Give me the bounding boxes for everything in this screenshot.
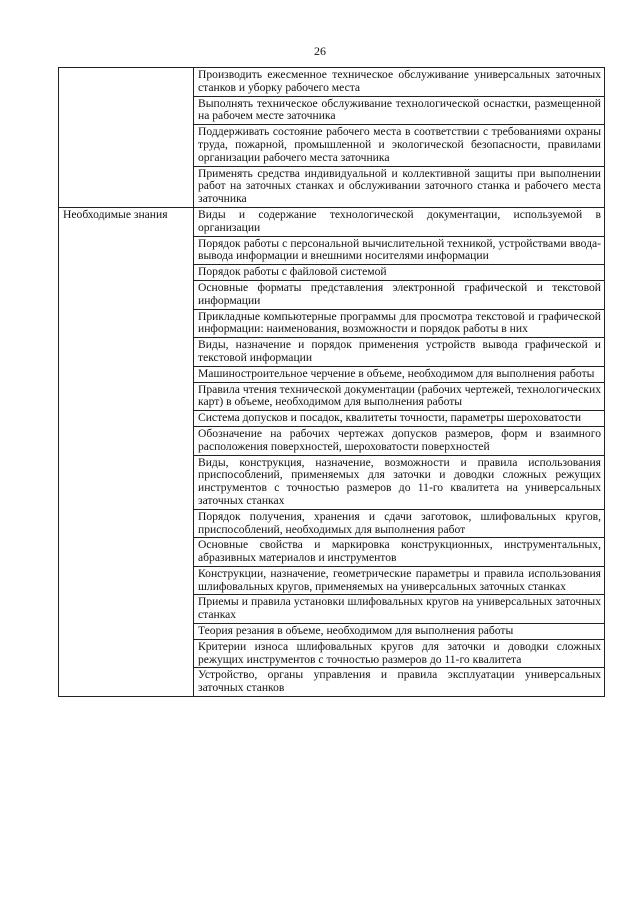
table-body (59, 68, 605, 697)
table-row (59, 68, 605, 97)
table-cell: Правила чтения технической документации (рабочих чертежей, технологических карт) в объеме, необходимом для выполнения работы (194, 382, 605, 411)
table-cell: Применять средства индивидуальной и коллективной защиты при выполнении работ на заточных станках и обслуживании заточного станка и рабочего места заточника (194, 166, 605, 207)
table-cell: Теория резания в объеме, необходимом для выполнения работы (194, 624, 605, 640)
table-cell: Порядок работы с файловой системой (194, 265, 605, 281)
table-cell: Порядок работы с персональной вычислительной техникой, устройствами ввода-вывода информации и внешними носителями информации (194, 236, 605, 265)
table-cell: Основные свойства и маркировка конструкционных, инструментальных, абразивных материалов и инструментов (194, 538, 605, 567)
table-cell: Виды, назначение и порядок применения устройств вывода графической и текстовой информации (194, 338, 605, 367)
table-cell: Критерии износа шлифовальных кругов для заточки и доводки сложных режущих инструментов с точностью размеров до 11-го квалитета (194, 639, 605, 668)
table-cell: Основные форматы представления электронной графической и текстовой информации (194, 280, 605, 309)
requirements-table (58, 67, 605, 697)
row-label-empty (59, 68, 194, 208)
table-cell: Выполнять техническое обслуживание технологической оснастки, размещенной на рабочем месте заточника (194, 96, 605, 125)
table-cell: Виды и содержание технологической документации, используемой в организации (194, 207, 605, 236)
page-number: 26 (314, 44, 326, 58)
table-cell: Система допусков и посадок, квалитеты точности, параметры шероховатости (194, 411, 605, 427)
section-label: Необходимые знания (59, 207, 194, 696)
table-cell: Прикладные компьютерные программы для просмотра текстовой и графической информации: наименования, возможности и порядок работы в них (194, 309, 605, 338)
table-cell: Конструкции, назначение, геометрические параметры и правила использования шлифовальных кругов, применяемых на универсальных заточных станках (194, 566, 605, 595)
table-cell: Устройство, органы управления и правила эксплуатации универсальных заточных станков (194, 668, 605, 697)
table-cell: Машиностроительное черчение в объеме, необходимом для выполнения работы (194, 366, 605, 382)
table-cell: Приемы и правила установки шлифовальных кругов на универсальных заточных станках (194, 595, 605, 624)
table-cell: Порядок получения, хранения и сдачи заготовок, шлифовальных кругов, приспособлений, необходимых для выполнения работ (194, 509, 605, 538)
table-row (59, 207, 605, 236)
table-cell: Виды, конструкция, назначение, возможности и правила использования приспособлений, применяемых для заточки и доводки сложных режущих инструментов с точностью размеров до 11-го квалитета на универсальных заточных станках (194, 455, 605, 509)
table-cell: Производить ежесменное техническое обслуживание универсальных заточных станков и уборку рабочего места (194, 68, 605, 97)
table-cell: Обозначение на рабочих чертежах допусков размеров, форм и взаимного расположения поверхностей, шероховатости поверхностей (194, 426, 605, 455)
table-cell: Поддерживать состояние рабочего места в соответствии с требованиями охраны труда, пожарной, промышленной и экологической безопасности, правилами организации рабочего места заточника (194, 125, 605, 166)
